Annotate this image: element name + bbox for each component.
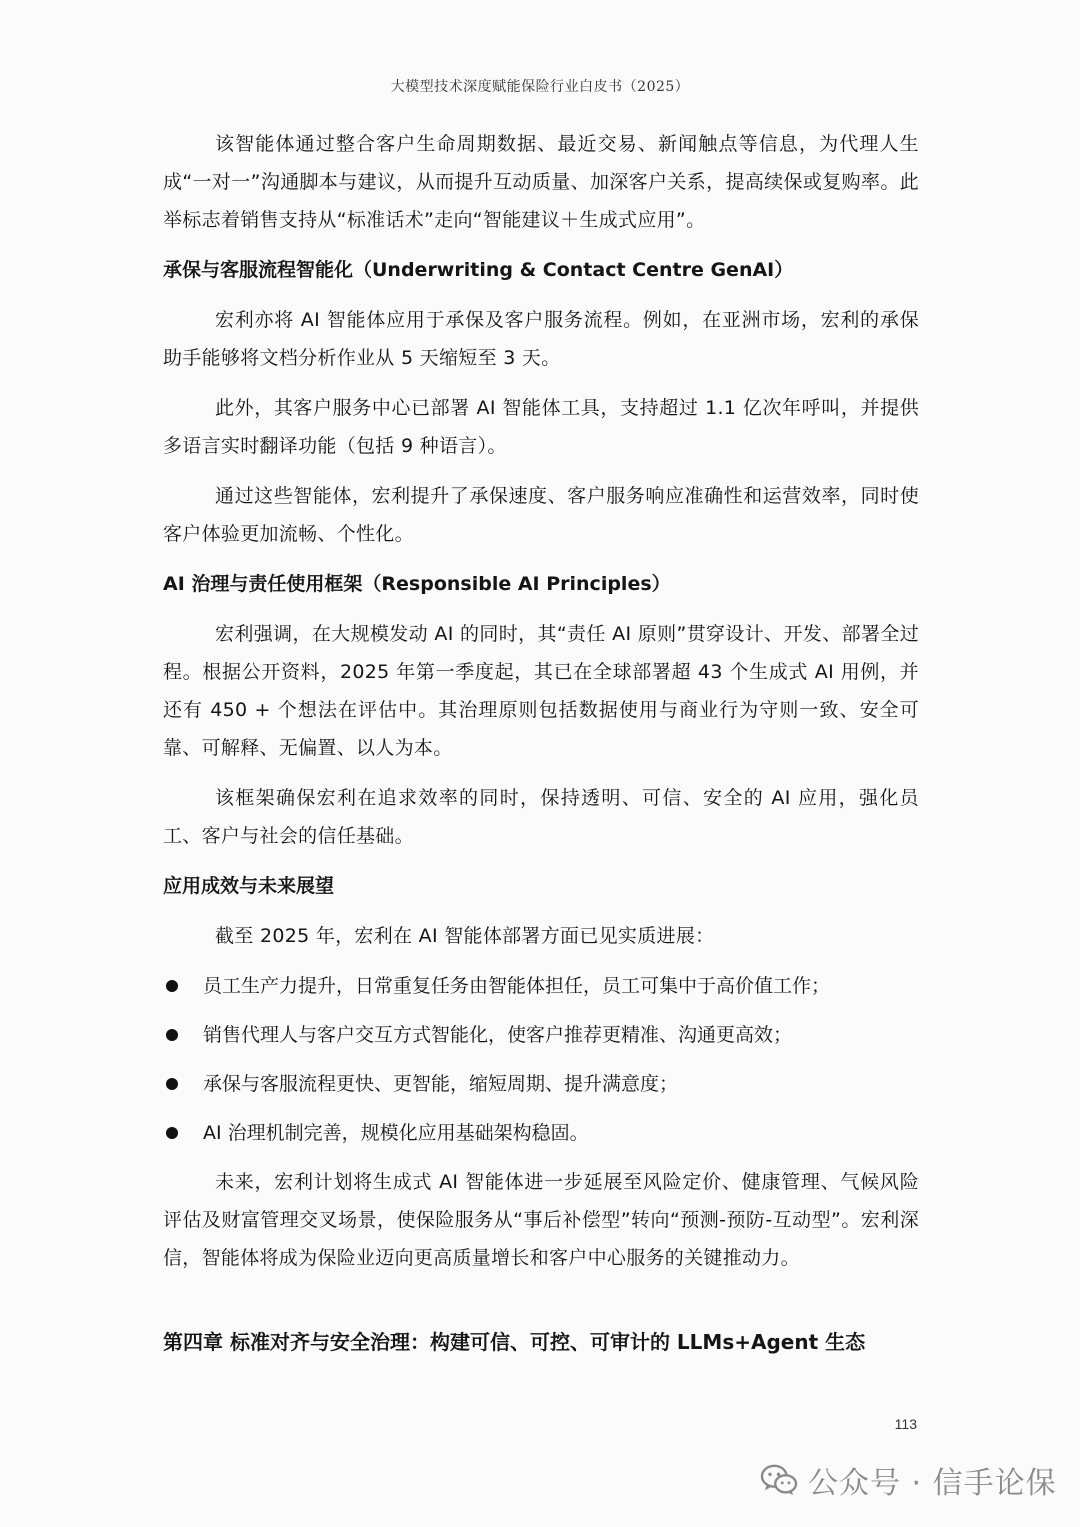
document-body bbox=[163, 125, 919, 1289]
list-item bbox=[163, 1016, 919, 1054]
watermark bbox=[760, 1460, 1057, 1500]
paragraph: 宏利强调，在大规模发动 AI 的同时，其“责任 AI 原则”贯穿设计、开发、部署全过程。根据公开资料，2025 年第一季度起，其已在全球部署超 43 个生成式 AI 用例，并还有 450 + 个想法在评估中。其治理原则包括数据使用与商业行为守则一致、安全可靠、可解释、无偏置、以人为本。 bbox=[163, 623, 919, 759]
list-item-text: AI 治理机制完善，规模化应用基础架构稳固。 bbox=[203, 1122, 589, 1144]
list-item bbox=[163, 967, 919, 1005]
bullet-list bbox=[163, 967, 919, 1152]
bullet-icon bbox=[166, 980, 178, 992]
page-number: 113 bbox=[894, 1416, 917, 1432]
bullet-icon bbox=[166, 1127, 178, 1139]
paragraph: 宏利亦将 AI 智能体应用于承保及客户服务流程。例如，在亚洲市场，宏利的承保助手能够将文档分析作业从 5 天缩短至 3 天。 bbox=[163, 309, 919, 369]
watermark-text: 公众号 · 信手论保 bbox=[808, 1466, 1057, 1501]
wechat-icon bbox=[760, 1463, 798, 1497]
paragraph: 通过这些智能体，宏利提升了承保速度、客户服务响应准确性和运营效率，同时使客户体验更加流畅、个性化。 bbox=[163, 485, 919, 545]
paragraph: 此外，其客户服务中心已部署 AI 智能体工具，支持超过 1.1 亿次年呼叫，并提供多语言实时翻译功能（包括 9 种语言）。 bbox=[163, 397, 919, 457]
running-header: 大模型技术深度赋能保险行业白皮书（2025） bbox=[390, 79, 690, 95]
bullet-icon bbox=[166, 1029, 178, 1041]
list-item-text: 销售代理人与客户交互方式智能化，使客户推荐更精准、沟通更高效； bbox=[203, 1024, 793, 1046]
section-heading: 应用成效与未来展望 bbox=[163, 875, 335, 897]
section-heading: AI 治理与责任使用框架（Responsible AI Principles） bbox=[163, 573, 671, 595]
list-item-text: 承保与客服流程更快、更智能，缩短周期、提升满意度； bbox=[203, 1073, 679, 1095]
bullet-icon bbox=[166, 1078, 178, 1090]
list-item-text: 员工生产力提升，日常重复任务由智能体担任，员工可集中于高价值工作； bbox=[203, 975, 831, 997]
list-item bbox=[163, 1065, 919, 1103]
list-item bbox=[163, 1114, 919, 1152]
paragraph: 该框架确保宏利在追求效率的同时，保持透明、可信、安全的 AI 应用，强化员工、客户与社会的信任基础。 bbox=[163, 787, 919, 847]
paragraph: 该智能体通过整合客户生命周期数据、最近交易、新闻触点等信息，为代理人生成“一对一”沟通脚本与建议，从而提升互动质量、加深客户关系，提高续保或复购率。此举标志着销售支持从“标准话术”走向“智能建议＋生成式应用”。 bbox=[163, 133, 919, 231]
paragraph: 截至 2025 年，宏利在 AI 智能体部署方面已见实质进展： bbox=[215, 925, 715, 947]
paragraph: 未来，宏利计划将生成式 AI 智能体进一步延展至风险定价、健康管理、气候风险评估及财富管理交叉场景，使保险服务从“事后补偿型”转向“预测-预防-互动型”。宏利深信，智能体将成为保险业迈向更高质量增长和客户中心服务的关键推动力。 bbox=[163, 1171, 919, 1269]
section-heading: 承保与客服流程智能化（Underwriting & Contact Centre GenAI） bbox=[163, 259, 794, 281]
chapter-title: 第四章 标准对齐与安全治理：构建可信、可控、可审计的 LLMs+Agent 生态 bbox=[163, 1330, 866, 1354]
